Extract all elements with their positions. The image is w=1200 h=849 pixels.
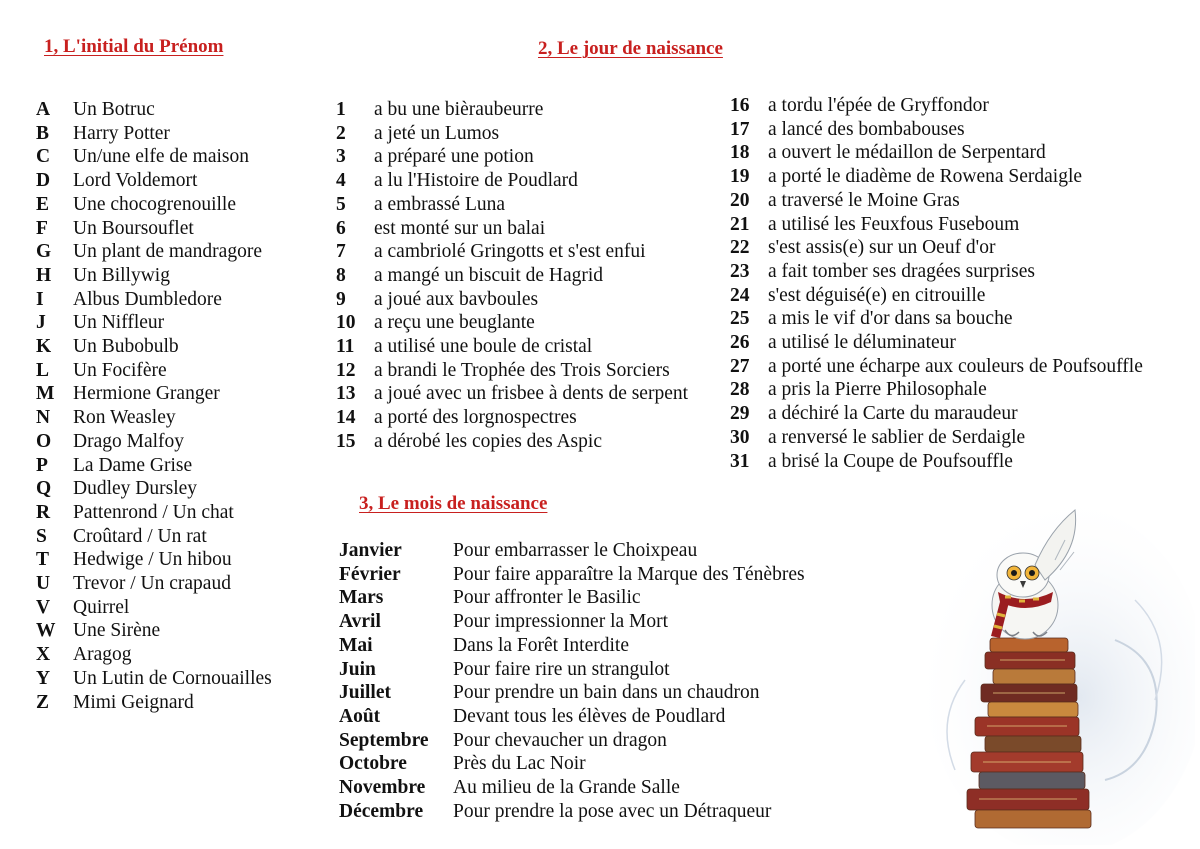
- letter-row: [36, 311, 272, 335]
- day-key: 18: [730, 142, 750, 164]
- letter-row: [36, 359, 272, 383]
- section-title-month: 3, Le mois de naissance: [359, 493, 548, 514]
- letter-key: D: [36, 170, 51, 192]
- day-key: 5: [336, 193, 346, 215]
- month-row: [339, 563, 805, 587]
- letter-value: Un Bubobulb: [73, 336, 179, 358]
- day-key: 25: [730, 308, 750, 330]
- day-value: a ouvert le médaillon de Serpentard: [768, 142, 1046, 164]
- day-value: a fait tomber ses dragées surprises: [768, 260, 1035, 282]
- letter-row: [36, 691, 272, 715]
- day-key: 27: [730, 355, 750, 377]
- section-title-initial: 1, L'initial du Prénom: [44, 36, 224, 57]
- month-key: Novembre: [339, 777, 426, 799]
- day-key: 30: [730, 426, 750, 448]
- letter-row: [36, 548, 272, 572]
- letter-value: Une chocogrenouille: [73, 193, 236, 215]
- day-value: a déchiré la Carte du maraudeur: [768, 403, 1018, 425]
- month-row: [339, 776, 805, 800]
- month-row: [339, 658, 805, 682]
- letter-key: F: [36, 217, 48, 239]
- letter-value: La Dame Grise: [73, 454, 193, 476]
- month-value: Au milieu de la Grande Salle: [453, 777, 680, 799]
- letter-row: [36, 98, 272, 122]
- day-value: a cambriolé Gringotts et s'est enfui: [374, 241, 646, 263]
- day-list-second: [730, 94, 1143, 473]
- letter-key: P: [36, 454, 48, 476]
- letter-row: [36, 335, 272, 359]
- month-list: [339, 539, 805, 823]
- letter-row: [36, 217, 272, 241]
- letter-value: Un Billywig: [73, 264, 170, 286]
- letter-row: [36, 430, 272, 454]
- day-row: [730, 426, 1143, 450]
- day-value: est monté sur un balai: [374, 217, 546, 239]
- letter-key: C: [36, 146, 51, 168]
- day-value: a dérobé les copies des Aspic: [374, 430, 602, 452]
- day-value: a utilisé le déluminateur: [768, 332, 956, 354]
- day-key: 31: [730, 450, 750, 472]
- day-row: [336, 335, 688, 359]
- day-row: [336, 145, 688, 169]
- day-row: [730, 284, 1143, 308]
- day-value: a porté une écharpe aux couleurs de Poufsouffle: [768, 355, 1143, 377]
- day-key: 3: [336, 146, 346, 168]
- day-row: [336, 264, 688, 288]
- day-key: 21: [730, 213, 750, 235]
- day-row: [336, 311, 688, 335]
- day-row: [336, 359, 688, 383]
- letter-row: [36, 169, 272, 193]
- day-value: a lu l'Histoire de Poudlard: [374, 170, 578, 192]
- letter-value: Un Niffleur: [73, 312, 165, 334]
- letter-row: [36, 122, 272, 146]
- letter-value: Dudley Dursley: [73, 478, 198, 500]
- day-key: 6: [336, 217, 346, 239]
- letter-key: N: [36, 407, 51, 429]
- day-key: 7: [336, 241, 346, 263]
- letter-row: [36, 501, 272, 525]
- letter-key: E: [36, 193, 50, 215]
- section-title-day: 2, Le jour de naissance: [538, 38, 723, 59]
- month-row: [339, 586, 805, 610]
- letter-value: Croûtard / Un rat: [73, 525, 207, 547]
- letter-value: Un Focifère: [73, 359, 167, 381]
- month-value: Près du Lac Noir: [453, 753, 586, 775]
- letter-row: [36, 572, 272, 596]
- letter-row: [36, 454, 272, 478]
- day-value: a brisé la Coupe de Poufsouffle: [768, 450, 1013, 472]
- month-row: [339, 705, 805, 729]
- day-row: [730, 402, 1143, 426]
- month-row: [339, 634, 805, 658]
- day-value: a brandi le Trophée des Trois Sorciers: [374, 359, 670, 381]
- month-value: Pour embarrasser le Choixpeau: [453, 540, 698, 561]
- letter-row: [36, 240, 272, 264]
- initial-list: [36, 98, 272, 714]
- day-row: [730, 331, 1143, 355]
- letter-row: [36, 619, 272, 643]
- letter-row: [36, 525, 272, 549]
- day-value: a porté des lorgnospectres: [374, 407, 577, 429]
- month-value: Pour chevaucher un dragon: [453, 729, 667, 751]
- day-value: a préparé une potion: [374, 146, 534, 168]
- day-row: [730, 141, 1143, 165]
- letter-key: I: [36, 288, 44, 310]
- letter-value: Hermione Granger: [73, 383, 220, 405]
- month-value: Pour prendre un bain dans un chaudron: [453, 682, 760, 704]
- month-value: Pour faire apparaître la Marque des Ténèbres: [453, 563, 805, 585]
- day-key: 15: [336, 430, 356, 452]
- day-value: a bu une bièraubeurre: [374, 99, 544, 120]
- month-value: Devant tous les élèves de Poudlard: [453, 705, 726, 727]
- letter-key: T: [36, 549, 50, 571]
- month-key: Décembre: [339, 800, 424, 822]
- letter-row: [36, 193, 272, 217]
- day-key: 10: [336, 312, 356, 334]
- day-key: 16: [730, 95, 750, 116]
- month-key: Juillet: [339, 682, 391, 704]
- month-row: [339, 800, 805, 824]
- letter-value: Un Boursouflet: [73, 217, 194, 239]
- day-row: [730, 94, 1143, 118]
- month-value: Dans la Forêt Interdite: [453, 634, 629, 656]
- month-key: Février: [339, 563, 401, 585]
- day-row: [730, 355, 1143, 379]
- letter-value: Quirrel: [73, 596, 130, 618]
- month-value: Pour prendre la pose avec un Détraqueur: [453, 800, 772, 822]
- day-row: [730, 236, 1143, 260]
- letter-value: Un plant de mandragore: [73, 241, 262, 263]
- day-row: [336, 193, 688, 217]
- letter-key: R: [36, 501, 51, 523]
- letter-value: Mimi Geignard: [73, 691, 194, 713]
- day-value: s'est assis(e) sur un Oeuf d'or: [768, 237, 996, 259]
- day-row: [730, 165, 1143, 189]
- letter-key: G: [36, 241, 52, 263]
- month-key: Mars: [339, 587, 384, 609]
- day-value: a pris la Pierre Philosophale: [768, 379, 987, 401]
- month-key: Janvier: [339, 540, 402, 561]
- day-key: 17: [730, 118, 750, 140]
- month-value: Pour impressionner la Mort: [453, 611, 669, 633]
- letter-value: Trevor / Un crapaud: [73, 573, 231, 595]
- day-row: [730, 189, 1143, 213]
- letter-key: A: [36, 99, 51, 120]
- letter-row: [36, 667, 272, 691]
- day-value: a renversé le sablier de Serdaigle: [768, 426, 1026, 448]
- letter-key: Y: [36, 667, 51, 689]
- day-value: a utilisé une boule de cristal: [374, 336, 593, 358]
- letter-row: [36, 406, 272, 430]
- month-key: Octobre: [339, 753, 407, 775]
- month-key: Avril: [339, 611, 381, 633]
- letter-row: [36, 382, 272, 406]
- letter-key: B: [36, 122, 50, 144]
- day-value: a tordu l'épée de Gryffondor: [768, 95, 989, 116]
- day-key: 26: [730, 332, 750, 354]
- month-row: [339, 610, 805, 634]
- month-value: Pour faire rire un strangulot: [453, 658, 670, 680]
- letter-key: U: [36, 573, 51, 595]
- letter-value: Albus Dumbledore: [73, 288, 222, 310]
- letter-value: Drago Malfoy: [73, 430, 185, 452]
- month-row: [339, 681, 805, 705]
- owl-on-books-icon: [905, 480, 1195, 845]
- letter-key: M: [36, 383, 55, 405]
- month-key: Mai: [339, 634, 373, 656]
- day-row: [336, 217, 688, 241]
- day-key: 19: [730, 166, 750, 188]
- day-key: 29: [730, 403, 750, 425]
- letter-row: [36, 596, 272, 620]
- day-value: a mis le vif d'or dans sa bouche: [768, 308, 1013, 330]
- letter-value: Ron Weasley: [73, 407, 176, 429]
- day-key: 11: [336, 336, 355, 358]
- day-value: a lancé des bombabouses: [768, 118, 965, 140]
- letter-row: [36, 264, 272, 288]
- day-row: [730, 118, 1143, 142]
- letter-row: [36, 477, 272, 501]
- day-value: a utilisé les Feuxfous Fuseboum: [768, 213, 1020, 235]
- day-row: [730, 213, 1143, 237]
- day-key: 8: [336, 264, 346, 286]
- letter-value: Pattenrond / Un chat: [73, 501, 234, 523]
- month-row: [339, 729, 805, 753]
- letter-key: O: [36, 430, 52, 452]
- letter-key: Z: [36, 691, 50, 713]
- day-key: 13: [336, 383, 356, 405]
- letter-value: Un/une elfe de maison: [73, 146, 249, 168]
- day-row: [730, 307, 1143, 331]
- letter-key: L: [36, 359, 50, 381]
- day-row: [336, 240, 688, 264]
- letter-key: H: [36, 264, 52, 286]
- letter-row: [36, 643, 272, 667]
- day-key: 9: [336, 288, 346, 310]
- day-key: 24: [730, 284, 750, 306]
- day-row: [336, 406, 688, 430]
- day-value: a reçu une beuglante: [374, 312, 535, 334]
- month-key: Septembre: [339, 729, 429, 751]
- letter-row: [36, 288, 272, 312]
- day-row: [730, 450, 1143, 474]
- letter-key: S: [36, 525, 47, 547]
- day-row: [336, 430, 688, 454]
- month-key: Août: [339, 705, 381, 727]
- day-list-first: [336, 98, 688, 454]
- day-value: a traversé le Moine Gras: [768, 189, 960, 211]
- day-key: 4: [336, 170, 346, 192]
- day-key: 28: [730, 379, 750, 401]
- day-row: [730, 378, 1143, 402]
- day-row: [336, 169, 688, 193]
- letter-key: V: [36, 596, 51, 618]
- day-row: [730, 260, 1143, 284]
- day-key: 14: [336, 407, 356, 429]
- day-key: 2: [336, 122, 346, 144]
- letter-key: J: [36, 312, 46, 334]
- letter-value: Aragog: [73, 644, 132, 666]
- letter-row: [36, 145, 272, 169]
- day-key: 22: [730, 237, 750, 259]
- day-value: a embrassé Luna: [374, 193, 506, 215]
- day-row: [336, 288, 688, 312]
- day-row: [336, 382, 688, 406]
- day-row: [336, 98, 688, 122]
- month-value: Pour affronter le Basilic: [453, 587, 641, 609]
- day-value: a joué avec un frisbee à dents de serpent: [374, 383, 689, 405]
- day-value: a jeté un Lumos: [374, 122, 500, 144]
- month-key: Juin: [339, 658, 376, 680]
- letter-key: K: [36, 336, 52, 358]
- letter-key: X: [36, 644, 51, 666]
- day-value: s'est déguisé(e) en citrouille: [768, 284, 986, 306]
- letter-key: W: [36, 620, 56, 642]
- day-key: 12: [336, 359, 356, 381]
- day-key: 23: [730, 260, 750, 282]
- letter-value: Lord Voldemort: [73, 170, 198, 192]
- day-value: a mangé un biscuit de Hagrid: [374, 264, 604, 286]
- letter-value: Un Botruc: [73, 99, 155, 120]
- month-row: [339, 752, 805, 776]
- day-key: 20: [730, 189, 750, 211]
- letter-value: Un Lutin de Cornouailles: [73, 667, 272, 689]
- day-key: 1: [336, 99, 346, 120]
- letter-value: Une Sirène: [73, 620, 161, 642]
- letter-value: Harry Potter: [73, 122, 170, 144]
- day-row: [336, 122, 688, 146]
- letter-value: Hedwige / Un hibou: [73, 549, 232, 571]
- day-value: a joué aux bavboules: [374, 288, 539, 310]
- letter-key: Q: [36, 478, 52, 500]
- month-row: [339, 539, 805, 563]
- day-value: a porté le diadème de Rowena Serdaigle: [768, 166, 1083, 188]
